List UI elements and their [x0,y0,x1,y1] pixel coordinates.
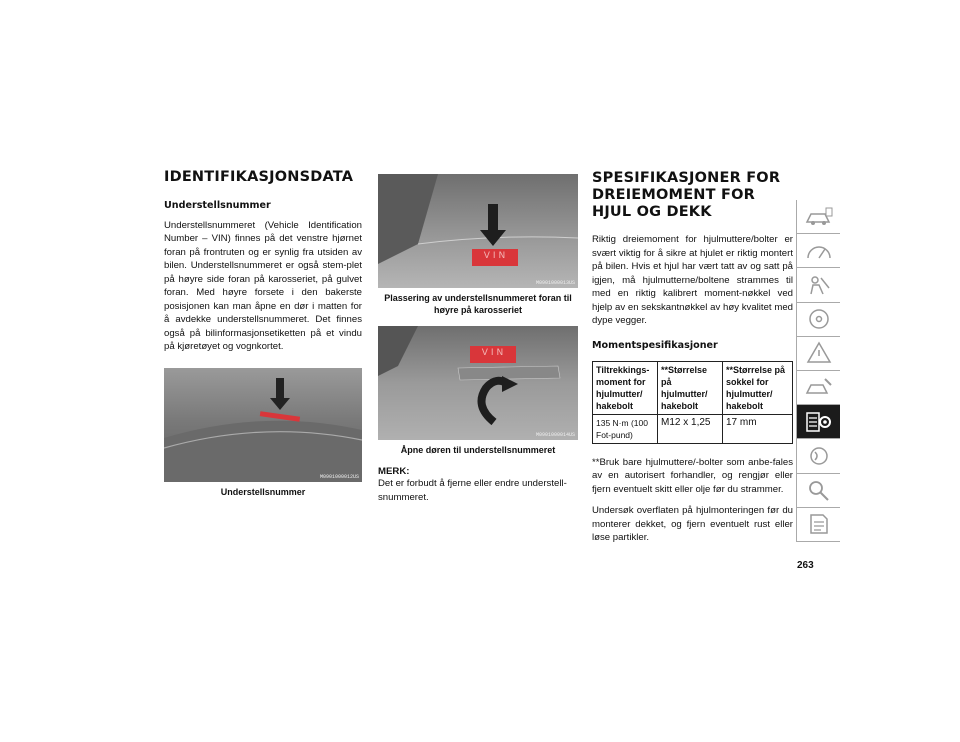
warning-icon [803,340,835,366]
figure-caption: Plassering av understellsnummeret foran til høyre på karosseriet [384,293,572,315]
tab-safety[interactable] [796,268,840,302]
vin-body-figure [378,174,578,288]
maintenance-icon [803,375,835,401]
table-cell: M12 x 1,25 [658,414,723,443]
search-icon [803,477,835,503]
tab-starting[interactable] [796,303,840,337]
vin-label: VIN [483,251,509,261]
subheading: Momentspesifikasjoner [592,339,718,351]
tab-specifications[interactable] [796,405,840,439]
footnote: **Bruk bare hjulmuttere/-bolter som anbe-fales av en autorisert forhandler, og rengjør eller fjern eventuelt skitt eller olje før du strammer. [592,456,793,495]
table-header-row [593,361,793,414]
table-header: **Størrelse på hjulmutter/ hakebolt [658,361,723,414]
vin-label: VIN [481,348,507,358]
table-cell: 135 N·m (100 Fot-pund) [593,414,658,443]
tab-dashboard[interactable] [796,234,840,268]
arrow-down-icon [480,204,506,246]
vin-windshield-figure [164,368,362,482]
body-illustration [378,174,578,288]
figure-code: M0901000014US [535,432,575,438]
multimedia-icon [803,443,835,469]
table-header: Tiltrekkings-moment for hjulmutter/ hakebolt [593,361,658,414]
dashboard-icon [803,238,835,264]
intro-text: Riktig dreiemoment for hjulmuttere/bolter er svært viktig for å sikre at hjulet er riktig montert på bilen. Hvis et hjul har vært tatt av og satt på igjen, må hjulmutterne/boltene strammes til med en riktig kalibrert moment-nøkkel ved hjelp av en sekskantnøkkel av høy kvalitet med dype vegger. [592,234,793,327]
vin-plate [260,411,300,422]
table-row [593,414,793,443]
tab-search[interactable] [796,474,840,508]
vin-door-figure [378,326,578,440]
closing-text: Undersøk overflaten på hjulmonteringen før du monterer dekket, og fjern eventuelt rust eller løse partikler. [592,505,793,544]
tab-index[interactable] [796,508,840,542]
table-header: **Størrelse på sokkel for hjulmutter/ hakebolt [723,361,793,414]
figure-code: M0901000012US [319,473,359,480]
windshield-illustration [164,368,362,482]
figure-caption: Åpne døren til understellsnummeret [400,445,556,455]
table-cell: 17 mm [723,414,793,443]
door-illustration [378,326,578,440]
figure-caption: Understellsnummer [220,486,306,497]
torque-table [592,361,793,444]
page-number: 263 [797,560,814,571]
section-heading: IDENTIFIKASJONSDATA [164,169,354,185]
body-text: Understellsnummeret (Vehicle Identification Number – VIN) finnes på det venstre hjørnet foran på frontruten og er synlig fra utsiden av bilen. Understellsnummeret er også stem-plet på høyre side foran på karosseriet, på gulvet foran. Med høyre forsete i den bakerste posisjonen kan man åpne en dør i matten for å avdekke understellsnummeret. Det finnes også på bilinformasjonsetiketten på et vindu på kjøretøyet og vognkortet. [164,219,362,353]
arrow-down-icon [270,378,290,410]
tab-multimedia[interactable] [796,439,840,473]
note-body: Det er forbudt å fjerne eller endre understell-snummeret. [378,478,567,503]
note-title: MERK: [378,466,410,477]
specifications-icon [803,409,835,435]
note [378,466,578,504]
figure-code: M0901000013US [535,280,575,286]
column-2 [378,174,578,512]
tab-service[interactable] [796,371,840,405]
tab-car-info[interactable] [796,200,840,234]
tab-emergency[interactable] [796,337,840,371]
chapter-tabs [796,200,840,542]
safety-icon [803,272,835,298]
car-info-icon [803,204,835,230]
subheading: Understellsnummer [164,199,271,211]
column-3 [592,170,793,553]
index-icon [803,511,835,537]
section-heading: SPESIFIKASJONER FOR DREIEMOMENT FOR HJUL OG DEKK [592,170,781,221]
steering-wheel-icon [803,306,835,332]
column-1 [164,170,362,508]
